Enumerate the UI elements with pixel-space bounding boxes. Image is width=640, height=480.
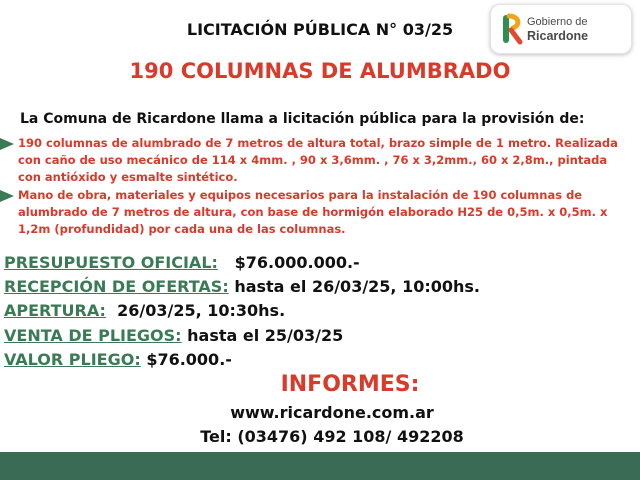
- website-link[interactable]: www.ricardone.com.ar: [230, 403, 434, 422]
- informes-title: INFORMES:: [280, 372, 420, 397]
- footer-bar: [0, 452, 640, 480]
- detail-recepcion: [4, 277, 480, 296]
- detail-valor-pliego: [4, 350, 232, 369]
- detail-venta-pliegos: [4, 326, 343, 345]
- main-title: 190 COLUMNAS DE ALUMBRADO: [129, 59, 511, 83]
- gobierno-ricardone-logo: [490, 4, 632, 54]
- document-title: LICITACIÓN PÚBLICA N° 03/25: [186, 20, 454, 39]
- detail-value: $76.000.000.-: [234, 253, 360, 272]
- detail-label: VENTA DE PLIEGOS:: [4, 326, 182, 345]
- detail-value: hasta el 26/03/25, 10:00hs.: [234, 277, 480, 296]
- list-item: Mano de obra, materiales y equipos necesarios para la instalación de 190 columnas de alumbrado de 7 metros de altura, con base de hormigón elaborado H25 de 0,5m. x 0,5m. x 1,2m (profundidad) por cada una de las columnas.: [18, 188, 608, 236]
- detail-label: RECEPCIÓN DE OFERTAS:: [4, 277, 229, 296]
- logo-line1: Gobierno de: [527, 16, 588, 28]
- bullet-arrow-icon: [0, 190, 14, 202]
- detail-label: VALOR PLIEGO:: [4, 350, 141, 369]
- intro-text: La Comuna de Ricardone llama a licitación pública para la provisión de:: [20, 111, 585, 127]
- list-item: 190 columnas de alumbrado de 7 metros de altura total, brazo simple de 1 metro. Realizada con caño de uso mecánico de 114 x 4mm. , 90 x 3,6mm. , 76 x 3,2mm., 60 x 2,8m., pintada con antióxido y esmalte sintético.: [18, 136, 618, 184]
- detail-label: APERTURA:: [4, 301, 106, 320]
- detail-apertura: [4, 301, 285, 320]
- detail-presupuesto: [4, 253, 360, 272]
- bullet-arrow-icon: [0, 138, 14, 150]
- detail-value: 26/03/25, 10:30hs.: [117, 301, 286, 320]
- phone-text: Tel: (03476) 492 108/ 492208: [200, 427, 464, 446]
- detail-value: $76.000.-: [146, 350, 232, 369]
- detail-value: hasta el 25/03/25: [187, 326, 344, 345]
- ricardone-logo-icon: [501, 13, 523, 45]
- logo-line2: Ricardone: [527, 29, 589, 43]
- detail-label: PRESUPUESTO OFICIAL:: [4, 253, 218, 272]
